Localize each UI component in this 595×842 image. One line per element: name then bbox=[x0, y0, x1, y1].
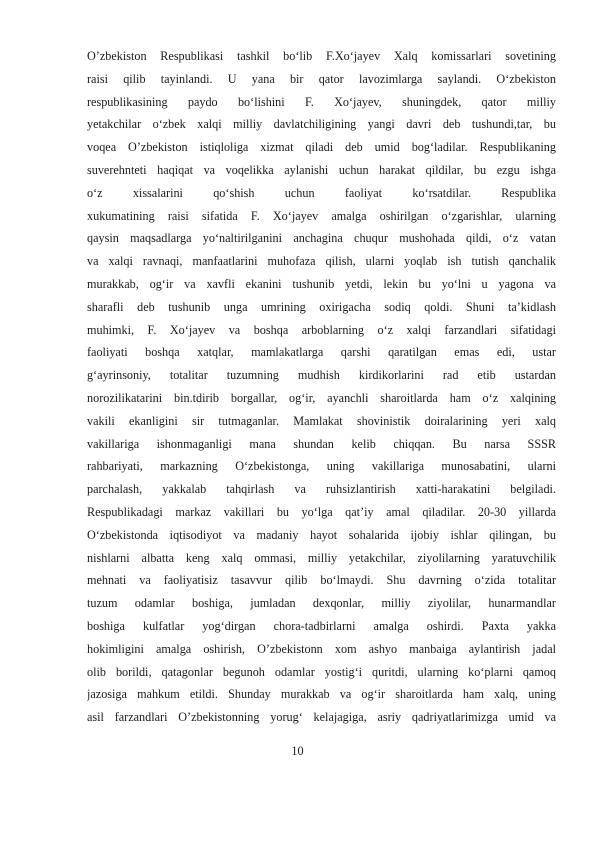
text-line: qaysin maqsadlarga yo‘naltirilganini anchagina chuqur mushohada qildi, o‘z vatan bbox=[87, 231, 556, 246]
body-text bbox=[87, 45, 556, 729]
text-line: boshiga kulfatlar yog‘dirgan chora-tadbirlarni amalga oshirdi. Paxta yakka bbox=[87, 618, 556, 633]
text-line: jazosiga mahkum etildi. Shunday murakkab va og‘ir sharoitlarda ham xalq, uning bbox=[87, 687, 556, 702]
text-line: tuzum odamlar boshiga, jumladan dexqonlar, milliy ziyolilar, hunarmandlar bbox=[87, 596, 556, 611]
text-line: g‘ayrinsoniy, totalitar tuzumning mudhish kirdikorlarini rad etib ustardan bbox=[87, 368, 556, 383]
text-line: o‘z xissalarini qo‘shish uchun faoliyat ko‘rsatdilar. Respublika bbox=[87, 185, 556, 200]
text-line: nishlarni albatta keng xalq ommasi, milliy yetakchilar, ziyolilarning yaratuvchilik bbox=[87, 550, 556, 565]
text-line: vakillariga ishonmaganligi mana shundan kelib chiqqan. Bu narsa SSSR bbox=[87, 436, 556, 451]
text-line: murakkab, og‘ir va xavfli ekanini tushunib yetdi, lekin bu yo‘lni u yagona va bbox=[87, 276, 556, 291]
text-line: Respublikadagi markaz vakillari bu yo‘lga qat’iy amal qiladilar. 20-30 yillarda bbox=[87, 504, 556, 519]
text-line: mehnati va faoliyatisiz tasavvur qilib bo‘lmaydi. Shu davrning o‘zida totalitar bbox=[87, 573, 556, 588]
page-number: 10 bbox=[291, 744, 304, 758]
text-line: yetakchilar o‘zbek xalqi milliy davlatchiligining yangi davri deb tushundi,tar, bu bbox=[87, 117, 556, 132]
text-line: muhimki, F. Xo‘jayev va boshqa arboblarning o‘z xalqi farzandlari sifatidagi bbox=[87, 322, 556, 337]
text-line: va xalqi ravnaqi, manfaatlarini muhofaza qilish, ularni yoqlab ish tutish qanchalik bbox=[87, 254, 556, 269]
text-line: O’zbekiston Respublikasi tashkil bo‘lib F.Xo‘jayev Xalq komissarlari sovetining bbox=[87, 49, 556, 63]
text-line: parchalash, yakkalab tahqirlash va ruhsizlantirish xatti-harakatini belgiladi. bbox=[87, 482, 556, 497]
text-line: olib borildi, qatagonlar begunoh odamlar yostig‘i quritdi, ularning ko‘plarni qamoq bbox=[87, 664, 556, 679]
text-line: O‘zbekistonda iqtisodiyot va madaniy hayot sohalarida ijobiy ishlar qilingan, bu bbox=[87, 527, 556, 542]
text-line: vakili ekanligini sir tutmaganlar. Mamlakat shovinistik doiralarining yeri xalq bbox=[87, 413, 556, 428]
text-line: hokimligini amalga oshirish, O’zbekistonn xom ashyo manbaiga aylantirish jadal bbox=[87, 641, 556, 656]
text-line: voqea O’zbekiston istiqloliga xizmat qiladi deb umid bog‘ladilar. Respublikaning bbox=[87, 140, 556, 155]
text-line: rahbariyati, markazning O‘zbekistonga, uning vakillariga munosabatini, ularni bbox=[87, 459, 556, 474]
text-line: norozilikatarini bin.tdirib borgallar, og‘ir, ayanchli sharoitlarda ham o‘z xalqining bbox=[87, 390, 556, 405]
text-line: xukumatining raisi sifatida F. Xo‘jayev amalga oshirilgan o‘zgarishlar, ularning bbox=[87, 208, 556, 223]
text-line: respublikasining paydo bo‘lishini F. Xo‘jayev, shuningdek, qator milliy bbox=[87, 94, 556, 109]
text-line: faoliyati boshqa xatqlar, mamlakatlarga qarshi qaratilgan emas edi, ustar bbox=[87, 345, 556, 360]
text-line: sharafli deb tushunib unga umrining oxirigacha sodiq qoldi. Shuni ta’kidlash bbox=[87, 299, 556, 314]
text-line: suverehnteti haqiqat va voqelikka aylanishi uchun harakat qildilar, bu ezgu ishga bbox=[87, 162, 556, 177]
text-line: asil farzandlari O’zbekistonning yorug‘ kelajagiga, asriy qadriyatlarimizga umid va bbox=[87, 710, 556, 725]
text-line: raisi qilib tayinlandi. U yana bir qator lavozimlarga saylandi. O‘zbekiston bbox=[87, 71, 556, 86]
